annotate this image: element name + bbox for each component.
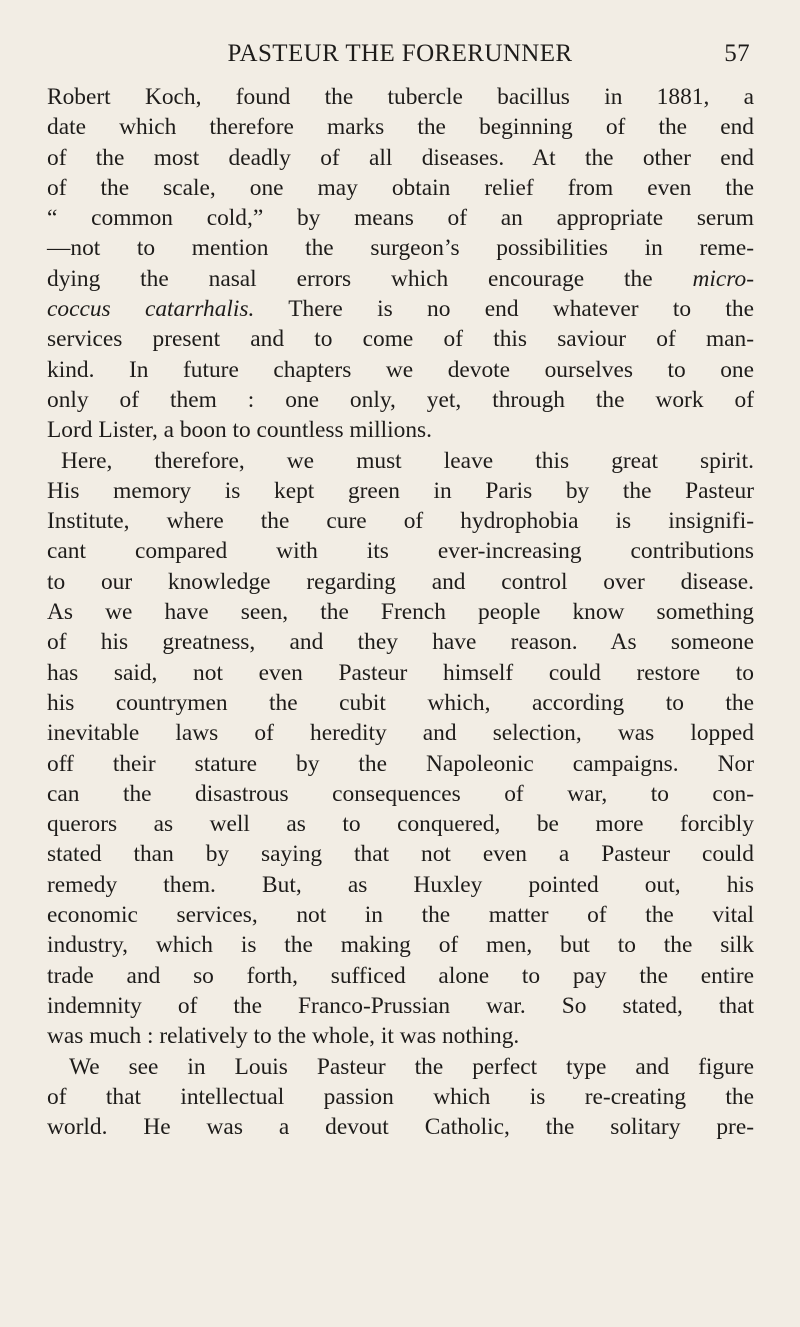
text-line: of the most deadly of all diseases. At the other end bbox=[47, 144, 754, 171]
text-line: trade and so forth, sufficed alone to pay the entire bbox=[47, 962, 754, 989]
text-line: —not to mention the surgeon’s possibilities in reme- bbox=[47, 235, 754, 262]
text-line: Lord Lister, a boon to countless millions. bbox=[47, 417, 432, 444]
italic-term: coccus catarrhalis. bbox=[47, 296, 255, 323]
text-segment: dying the nasal errors which encourage the bbox=[47, 265, 653, 292]
text-line: His memory is kept green in Paris by the Pasteur bbox=[47, 477, 754, 504]
text-line: indemnity of the Franco-Prussian war. So stated, that bbox=[47, 992, 754, 1019]
running-head bbox=[48, 36, 752, 72]
text-line: As we have seen, the French people know something bbox=[47, 599, 754, 626]
text-line: services present and to come of this saviour of man- bbox=[47, 326, 754, 353]
text-line: industry, which is the making of men, but to the silk bbox=[47, 932, 754, 959]
text-line: economic services, not in the matter of the vital bbox=[47, 902, 754, 929]
text-line: his countrymen the cubit which, according to the bbox=[47, 689, 754, 716]
text-line: date which therefore marks the beginning of the end bbox=[47, 114, 754, 141]
text-line: inevitable laws of heredity and selection, was lopped bbox=[47, 720, 754, 747]
italic-term: micro- bbox=[692, 265, 754, 292]
text-line: to our knowledge regarding and control over disease. bbox=[47, 568, 754, 595]
running-head-title: PASTEUR THE FORERUNNER bbox=[227, 40, 573, 67]
text-line bbox=[47, 294, 754, 324]
text-line bbox=[47, 264, 754, 294]
text-line: cant compared with its ever-increasing contributions bbox=[47, 538, 754, 565]
text-line: “ common cold,” by means of an appropriate serum bbox=[47, 205, 754, 232]
text-line: world. He was a devout Catholic, the solitary pre- bbox=[47, 1114, 754, 1141]
text-line: only of them : one only, yet, through the work of bbox=[47, 386, 754, 413]
text-line: off their stature by the Napoleonic campaigns. Nor bbox=[47, 750, 754, 777]
text-line: Robert Koch, found the tubercle bacillus in 1881, a bbox=[47, 84, 754, 110]
text-line: remedy them. But, as Huxley pointed out, his bbox=[47, 871, 754, 898]
text-line: of that intellectual passion which is re-creating the bbox=[47, 1083, 754, 1110]
text-line: was much : relatively to the whole, it was nothing. bbox=[47, 1023, 520, 1050]
text-line: Here, therefore, we must leave this great spirit. bbox=[61, 447, 754, 474]
body-text bbox=[47, 82, 754, 1142]
text-line: querors as well as to conquered, be more forcibly bbox=[47, 811, 754, 838]
text-line: Institute, where the cure of hydrophobia is insignifi- bbox=[47, 508, 754, 535]
text-line: has said, not even Pasteur himself could restore to bbox=[47, 659, 754, 686]
text-line: kind. In future chapters we devote ourselves to one bbox=[47, 356, 754, 383]
text-line: of his greatness, and they have reason. As someone bbox=[47, 629, 754, 656]
text-line: of the scale, one may obtain relief from even the bbox=[47, 174, 754, 201]
text-line: We see in Louis Pasteur the perfect type and figure bbox=[69, 1053, 754, 1080]
text-line: can the disastrous consequences of war, to con- bbox=[47, 780, 754, 807]
text-line: stated than by saying that not even a Pasteur could bbox=[47, 841, 754, 868]
text-segment: There is no end whatever to the bbox=[254, 296, 754, 323]
page-number: 57 bbox=[724, 40, 750, 67]
